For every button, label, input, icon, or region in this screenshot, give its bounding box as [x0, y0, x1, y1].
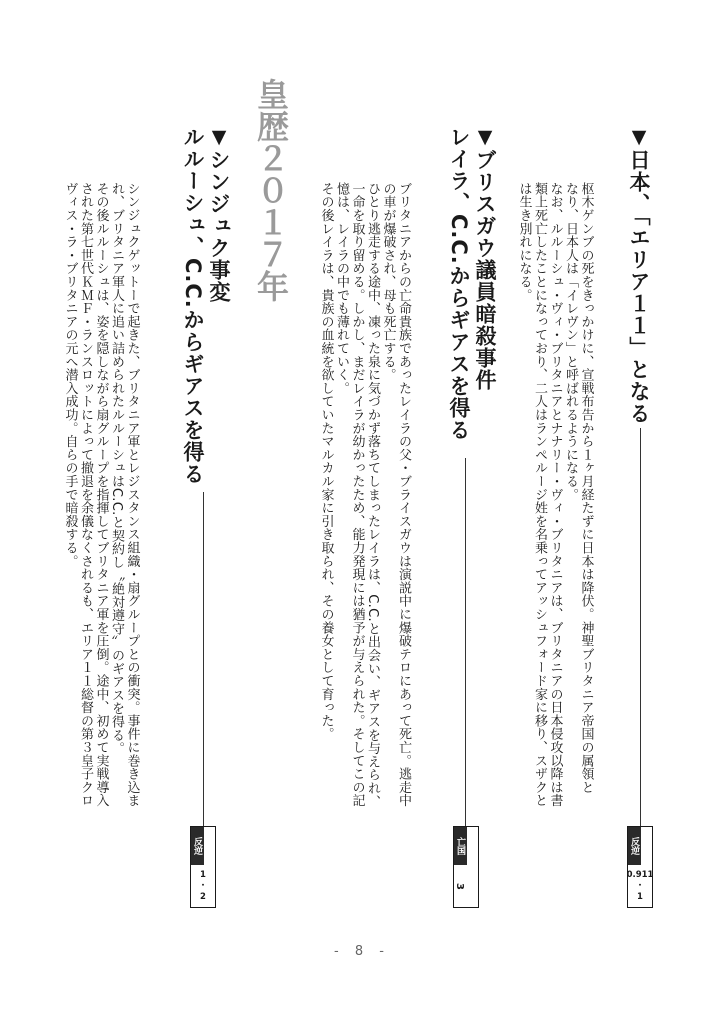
section-1-body-line: なり、日本人は「イレヴン」と呼ばれるようになる。	[563, 182, 578, 502]
tag-episode-part: 2	[200, 891, 206, 902]
section-1-body-line: 枢木ゲンブの死をきっかけに、宣戦布告から１ヶ月経たずに日本は降伏。神聖ブリタニア帝国の属領と	[578, 182, 594, 794]
tag-episode-part: 1	[200, 869, 206, 880]
year-heading: 皇歴２０１７年	[252, 78, 290, 302]
tag-episode-part: 0.911	[626, 869, 654, 880]
section-2-heading-line-1	[472, 126, 498, 441]
section-1-source-tag	[627, 826, 653, 908]
section-2-tag-label: 亡国	[454, 827, 467, 865]
section-3-body-line: その後ルルーシュは、姿を隠しながら扇グループを指揮してブリタニア軍を圧倒。途中、初めて実戦導入	[93, 182, 109, 808]
section-3-body-line: ヴィス・ラ・ブリタニアの元へ潜入成功。自らの手で暗殺する。	[62, 182, 78, 568]
section-3-source-tag	[190, 826, 216, 908]
section-2-body-line: 一命を取り留める。しかし、まだレイラが幼かったため、能力発現には猶予が与えられた。そしてこの記	[349, 182, 365, 808]
triangle-marker-icon: ▼	[628, 126, 650, 149]
section-1-rule	[640, 428, 641, 826]
tag-episode-part: ・	[198, 880, 208, 891]
section-3-tag-label: 反逆	[191, 827, 204, 865]
page-number: - 8 -	[334, 944, 390, 959]
section-3-heading	[180, 126, 232, 485]
section-3-body-line: シンジュクゲットーで起きた、ブリタニア軍とレジスタンス組織・扇グループとの衝突。事件に巻き込ま	[124, 182, 140, 808]
section-2-body-line: その後レイラは、貴族の血統を欲していたマルカル家に引き取られ、その養女として育った。	[318, 182, 334, 741]
section-3-rule	[203, 492, 204, 826]
section-1-tag-episode	[628, 865, 652, 907]
section-1-heading	[626, 126, 652, 425]
section-2-heading	[446, 126, 498, 441]
section-1-heading-line-1: 日本、「エリア１１」となる	[627, 149, 651, 425]
triangle-marker-icon: ▼	[474, 126, 496, 149]
section-1-tag-label: 反逆	[628, 827, 641, 865]
section-2-body-line: ブリタニアからの亡命貴族であったレイラの父・ブライスガウは演説中に爆破テロにあって死亡。逃走中	[396, 182, 411, 808]
section-3-body-line: された第七世代ＫＭＦ・ランスロットによって撤退を余儀なくされるも、エリア１１総督の第３皇子クロ	[78, 182, 93, 808]
tag-episode-part: 1	[637, 891, 643, 902]
section-1-body-line: 類上死亡したことになっており、二人はランペルージ姓を名乗ってアッシュフォード家に移り、スザクと	[532, 182, 547, 808]
section-3-heading-line-2: ルルーシュ、C.C.からギアスを得る	[181, 126, 205, 485]
section-3-body	[62, 182, 140, 807]
section-2-source-tag	[453, 826, 479, 908]
section-2-body	[318, 182, 411, 808]
section-1-body	[516, 182, 594, 807]
section-1-body-line: は生き別れになる。	[516, 182, 532, 302]
section-2-rule	[465, 458, 466, 826]
section-3-tag-episode	[191, 865, 215, 907]
section-2-heading-line-2: レイラ、C.C.からギアスを得る	[447, 126, 471, 441]
section-2-body-line: の車が爆破され、母も死亡する。	[380, 182, 396, 382]
section-2-tag-episode: 3	[454, 882, 465, 890]
section-2-body-line: 憶は、レイラの中でも薄れていく。	[334, 182, 349, 395]
tag-episode-part: ・	[635, 880, 645, 891]
section-3-heading-line-1	[206, 126, 232, 485]
section-1-body-line: なお、ルルーシュ・ヴィ・ブリタニアとナナリー・ヴィ・ブリタニアは、ブリタニアの日本侵攻以降は書	[547, 182, 563, 808]
section-3-body-line: れ、ブリタニア軍人に追い詰められたルルーシュはC.C.と契約し〝絶対遵守〟のギアスを得る。	[109, 182, 124, 755]
section-2-body-line: ひとり逃走する途中、凍った泉に気づかず落ちてしまったレイラは、C.C.と出会い、ギアスを与えられ、	[365, 182, 380, 809]
heading-text: シンジュク事変	[207, 149, 231, 303]
heading-text: ブリスガウ議員暗殺事件	[473, 149, 497, 391]
triangle-marker-icon: ▼	[208, 126, 230, 149]
